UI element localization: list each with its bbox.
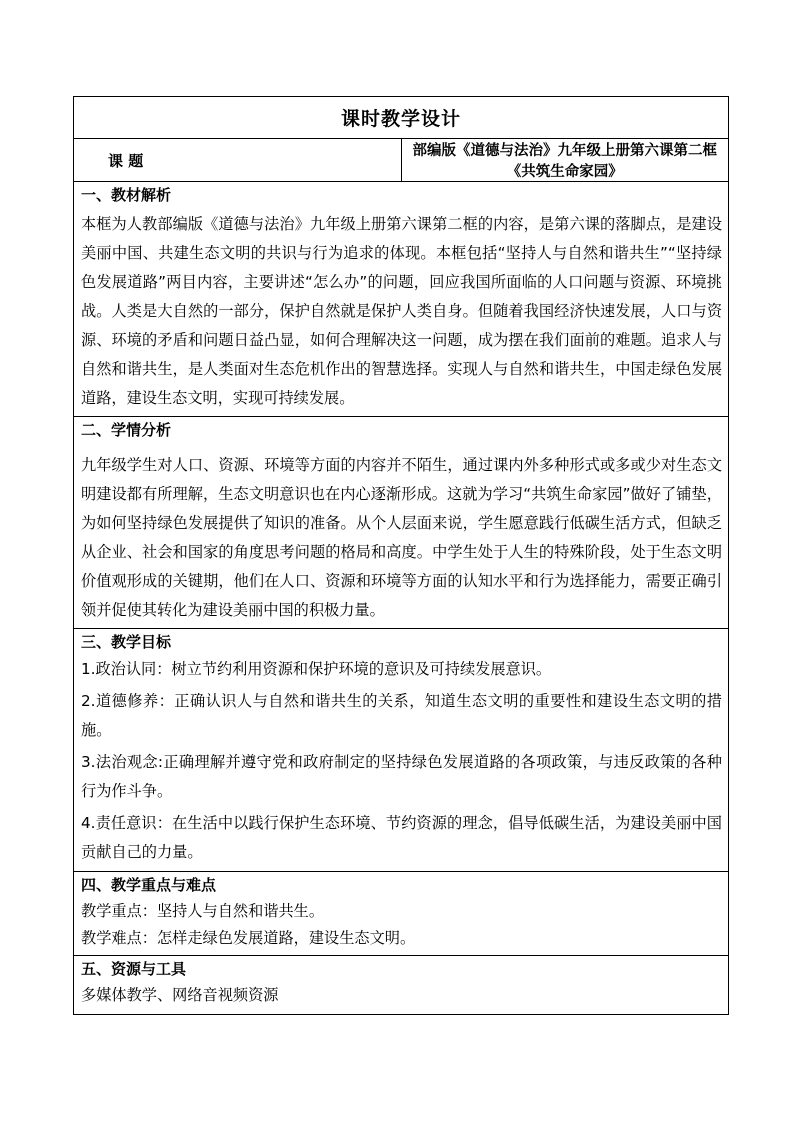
key-point-item: 教学重点：坚持人与自然和谐共生。 bbox=[81, 902, 324, 920]
title-row bbox=[74, 97, 729, 139]
section-heading: 五、资源与工具 bbox=[81, 960, 187, 978]
lesson-design-table bbox=[73, 96, 729, 1015]
objective-item: 2.道德修养：正确认识人与自然和谐共生的关系，知道生态文明的重要性和建设生态文明的措施。 bbox=[81, 692, 722, 739]
section-teaching-objectives bbox=[74, 629, 729, 872]
section-cell bbox=[74, 629, 729, 872]
section-textbook-analysis bbox=[74, 182, 729, 417]
objective-item: 1.政治认同：树立节约利用资源和保护环境的意识及可持续发展意识。 bbox=[81, 660, 552, 678]
section-key-points bbox=[74, 872, 729, 956]
section-heading: 三、教学目标 bbox=[81, 633, 172, 651]
section-cell bbox=[74, 417, 729, 629]
section-paragraph: 本框为人教部编版《道德与法治》九年级上册第六课第二框的内容，是第六课的落脚点，是建设美丽中国、共建生态文明的共识与行为追求的体现。本框包括“坚持人与自然和谐共生”“坚持绿色发展道路”两目内容，主要讲述“怎么办”的问题，回应我国所面临的人口问题与资源、环境挑战。人类是大自然的一部分，保护自然就是保护人类自身。但随着我国经济快速发展，人口与资源、环境的矛盾和问题日益凸显，如何合理解决这一问题，成为摆在我们面前的难题。追求人与自然和谐共生，是人类面对生态危机作出的智慧选择。实现人与自然和谐共生，中国走绿色发展道路，建设生态文明，实现可持续发展。 bbox=[81, 215, 722, 407]
topic-label: 课 题 bbox=[74, 139, 402, 182]
section-cell bbox=[74, 872, 729, 956]
objective-item: 3.法治观念:正确理解并遵守党和政府制定的坚持绿色发展道路的各项政策，与违反政策的各种行为作斗争。 bbox=[81, 753, 722, 800]
section-heading: 一、教材解析 bbox=[81, 186, 172, 204]
section-heading: 四、教学重点与难点 bbox=[81, 876, 217, 894]
topic-value: 部编版《道德与法治》九年级上册第六课第二框《共筑生命家园》 bbox=[401, 139, 729, 182]
objective-item: 4.责任意识：在生活中以践行保护生态环境、节约资源的理念，倡导低碳生活，为建设美丽中国贡献自己的力量。 bbox=[81, 814, 722, 861]
topic-row bbox=[74, 139, 729, 182]
section-heading: 二、学情分析 bbox=[81, 421, 172, 439]
section-resources bbox=[74, 956, 729, 1015]
difficulty-item: 教学难点：怎样走绿色发展道路，建设生态文明。 bbox=[81, 929, 416, 947]
lesson-design-document bbox=[73, 96, 729, 1015]
document-title: 课时教学设计 bbox=[74, 97, 729, 139]
section-cell bbox=[74, 182, 729, 417]
section-paragraph: 九年级学生对人口、资源、环境等方面的内容并不陌生，通过课内外多种形式或多或少对生态文明建设都有所理解，生态文明意识也在内心逐渐形成。这就为学习“共筑生命家园”做好了铺垫，为如何坚持绿色发展提供了知识的准备。从个人层面来说，学生愿意践行低碳生活方式，但缺乏从企业、社会和国家的角度思考问题的格局和高度。中学生处于人生的特殊阶段，处于生态文明价值观形成的关键期，他们在人口、资源和环境等方面的认知水平和行为选择能力，需要正确引领并促使其转化为建设美丽中国的积极力量。 bbox=[81, 456, 722, 619]
section-student-analysis bbox=[74, 417, 729, 629]
resource-item: 多媒体教学、网络音视频资源 bbox=[81, 986, 279, 1004]
section-cell bbox=[74, 956, 729, 1015]
